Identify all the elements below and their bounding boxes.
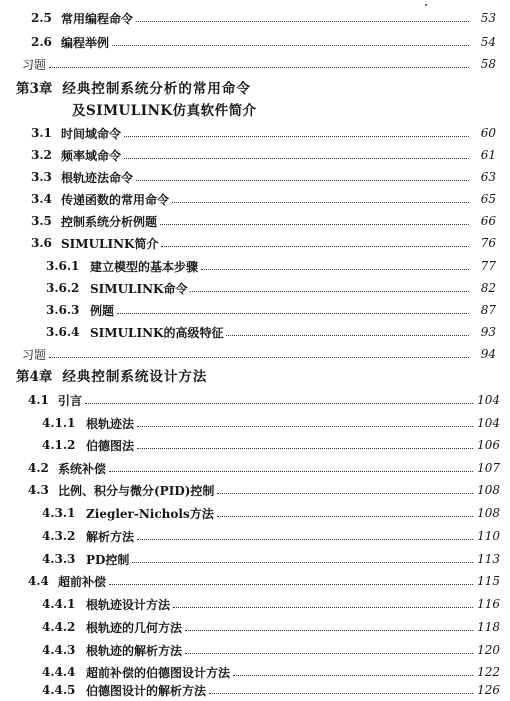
entry-number: 4.4.2 <box>42 620 76 634</box>
entry-number: 4.3.1 <box>42 506 76 520</box>
toc-entry[interactable] <box>0 617 510 637</box>
entry-number: 4.1.2 <box>42 438 76 452</box>
entry-title: SIMULINK简介 <box>61 236 159 251</box>
dot-leader <box>109 583 473 585</box>
entry-number: 2.6 <box>31 35 52 49</box>
page-number: 118 <box>477 620 500 634</box>
entry-number: 4.4.3 <box>42 643 76 657</box>
entry-title: 根轨迹的解析方法 <box>86 643 183 658</box>
toc-entry[interactable] <box>0 145 510 165</box>
page-number: 76 <box>480 236 496 250</box>
dot-leader <box>132 561 473 563</box>
dot-leader <box>217 492 473 494</box>
entry-number: 4.4 <box>28 574 49 588</box>
entry-number: 2.5 <box>31 11 52 25</box>
toc-entry[interactable] <box>0 413 510 433</box>
entry-title: 引言 <box>58 393 83 408</box>
chapter-heading[interactable] <box>0 364 510 386</box>
entry-title: 常用编程命令 <box>61 11 134 26</box>
page-number: 54 <box>480 35 496 49</box>
page-number: 58 <box>480 57 496 71</box>
toc-entry[interactable] <box>0 278 510 298</box>
entry-title: 根轨迹设计方法 <box>86 597 171 612</box>
toc-entry[interactable] <box>0 458 510 478</box>
entry-title: 比例、积分与微分(PID)控制 <box>58 483 215 498</box>
entry-title: 习题 <box>22 347 47 362</box>
dot-leader <box>137 425 473 427</box>
dot-leader <box>49 356 469 358</box>
toc-entry[interactable] <box>0 322 510 342</box>
entry-number: 3.3 <box>31 170 52 184</box>
entry-number: 4.1 <box>28 393 49 407</box>
page-number: 61 <box>480 148 496 162</box>
entry-title: 时间域命令 <box>61 126 122 141</box>
entry-title: 根轨迹法命令 <box>61 170 134 185</box>
page-number: 108 <box>477 506 500 520</box>
page-number: 94 <box>480 347 496 361</box>
toc-entry[interactable] <box>0 390 510 410</box>
toc-entry[interactable] <box>0 680 510 700</box>
page-number: 53 <box>480 11 496 25</box>
entry-number: 3.6.1 <box>46 259 80 273</box>
entry-title: 建立模型的基本步骤 <box>90 259 199 274</box>
dot-leader <box>209 692 473 694</box>
dot-leader <box>117 312 469 314</box>
chapter-title-continued <box>0 98 510 120</box>
toc-entry[interactable] <box>0 344 510 364</box>
dot-leader <box>190 290 469 292</box>
entry-number: 3.6.3 <box>46 303 80 317</box>
dot-leader <box>233 674 473 676</box>
entry-number: 3.6 <box>31 236 52 250</box>
entry-title: SIMULINK命令 <box>90 281 188 296</box>
entry-number: 4.1.1 <box>42 416 76 430</box>
page-number: 122 <box>477 665 500 679</box>
page-number: 110 <box>477 529 500 543</box>
chapter-label: 第4章 <box>16 369 53 385</box>
dot-leader <box>136 179 469 181</box>
entry-title: 超前补偿的伯德图设计方法 <box>86 665 231 680</box>
entry-title: Ziegler-Nichols方法 <box>86 506 214 521</box>
toc-entry[interactable] <box>0 32 510 52</box>
toc-entry[interactable] <box>0 526 510 546</box>
page-number: 113 <box>477 552 500 566</box>
stray-mark <box>425 4 427 6</box>
dot-leader <box>137 447 473 449</box>
entry-title: 编程举例 <box>61 35 110 50</box>
page-number: 82 <box>480 281 496 295</box>
dot-leader <box>49 66 469 68</box>
page-number: 104 <box>477 393 500 407</box>
chapter-heading[interactable] <box>0 76 510 98</box>
page-number: 60 <box>480 126 496 140</box>
page-number: 106 <box>477 438 500 452</box>
toc-entry[interactable] <box>0 571 510 591</box>
entry-number: 4.3.3 <box>42 552 76 566</box>
toc-entry[interactable] <box>0 300 510 320</box>
entry-title: 习题 <box>22 57 47 72</box>
entry-number: 3.4 <box>31 192 52 206</box>
dot-leader <box>112 44 469 46</box>
page-number: 65 <box>480 192 496 206</box>
toc-entry[interactable] <box>0 594 510 614</box>
entry-number: 3.2 <box>31 148 52 162</box>
dot-leader <box>85 402 473 404</box>
entry-number: 3.5 <box>31 214 52 228</box>
page-number: 77 <box>480 259 496 273</box>
dot-leader <box>217 515 473 517</box>
toc-entry[interactable] <box>0 54 510 74</box>
entry-number: 4.4.1 <box>42 597 76 611</box>
toc-entry[interactable] <box>0 233 510 253</box>
chapter-title: 经典控制系统分析的常用命令 <box>62 81 251 97</box>
chapter-label: 第3章 <box>16 81 53 97</box>
toc-entry[interactable] <box>0 256 510 276</box>
page-number: 108 <box>477 483 500 497</box>
toc-entry[interactable] <box>0 549 510 569</box>
entry-number: 4.2 <box>28 461 49 475</box>
page-number: 107 <box>477 461 500 475</box>
entry-title: 超前补偿 <box>58 574 107 589</box>
entry-number: 4.3 <box>28 483 49 497</box>
toc-entry[interactable] <box>0 8 510 28</box>
page-number: 120 <box>477 643 500 657</box>
entry-title: 系统补偿 <box>58 461 107 476</box>
entry-title: 伯德图法 <box>86 438 135 453</box>
toc-entry[interactable] <box>0 662 510 682</box>
toc-entry[interactable] <box>0 503 510 523</box>
toc-entry[interactable] <box>0 480 510 500</box>
page-number: 104 <box>477 416 500 430</box>
entry-number: 4.4.5 <box>42 683 76 697</box>
toc-entry[interactable] <box>0 211 510 231</box>
entry-title: 频率域命令 <box>61 148 122 163</box>
entry-number: 3.6.2 <box>46 281 80 295</box>
dot-leader <box>185 629 473 631</box>
entry-title: 控制系统分析例题 <box>61 214 158 229</box>
page-number: 126 <box>477 683 500 697</box>
entry-number: 4.4.4 <box>42 665 76 679</box>
entry-title: 根轨迹法 <box>86 416 135 431</box>
page-number: 115 <box>477 574 500 588</box>
dot-leader <box>161 245 469 247</box>
entry-title: 传递函数的常用命令 <box>61 192 170 207</box>
entry-number: 3.6.4 <box>46 325 80 339</box>
toc-entry[interactable] <box>0 123 510 143</box>
toc-entry[interactable] <box>0 435 510 455</box>
entry-title: 根轨迹的几何方法 <box>86 620 183 635</box>
dot-leader <box>137 538 473 540</box>
toc-entry[interactable] <box>0 189 510 209</box>
entry-title: 解析方法 <box>86 529 135 544</box>
dot-leader <box>160 223 469 225</box>
page-number: 63 <box>480 170 496 184</box>
dot-leader <box>124 157 469 159</box>
page-number: 116 <box>477 597 500 611</box>
dot-leader <box>124 135 469 137</box>
dot-leader <box>173 606 473 608</box>
dot-leader <box>185 652 473 654</box>
dot-leader <box>201 268 469 270</box>
chapter-title: 经典控制系统设计方法 <box>62 369 208 385</box>
page-number: 87 <box>480 303 496 317</box>
entry-number: 4.3.2 <box>42 529 76 543</box>
page-number: 93 <box>480 325 496 339</box>
entry-title: 例题 <box>90 303 115 318</box>
dot-leader <box>109 470 473 472</box>
chapter-title-cont: 及SIMULINK仿真软件简介 <box>72 103 257 119</box>
dot-leader <box>172 201 469 203</box>
entry-title: SIMULINK的高级特征 <box>90 325 224 340</box>
entry-number: 3.1 <box>31 126 52 140</box>
dot-leader <box>226 334 469 336</box>
toc-entry[interactable] <box>0 167 510 187</box>
entry-title: 伯德图设计的解析方法 <box>86 683 207 698</box>
toc-entry[interactable] <box>0 640 510 660</box>
dot-leader <box>136 20 469 22</box>
page-number: 66 <box>480 214 496 228</box>
entry-title: PD控制 <box>86 552 130 567</box>
